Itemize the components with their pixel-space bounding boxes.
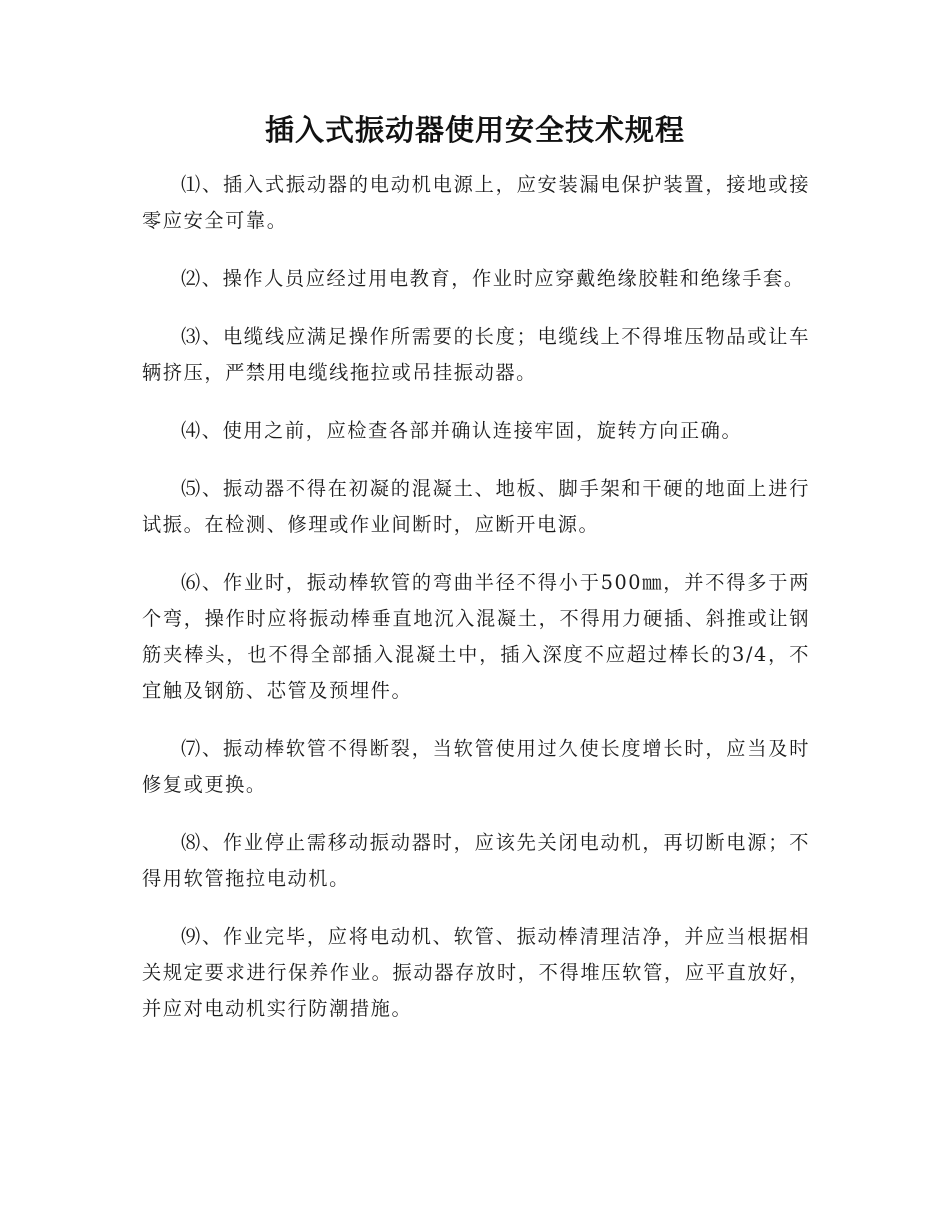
document-title: 插入式振动器使用安全技术规程 — [264, 113, 685, 147]
paragraph-3: ⑶、电缆线应满足操作所需要的长度；电缆线上不得堆压物品或让车辆挤压，严禁用电缆线拖拉或吊挂振动器。 — [142, 325, 810, 384]
paragraph-1: ⑴、插入式振动器的电动机电源上，应安装漏电保护装置，接地或接零应安全可靠。 — [142, 173, 810, 232]
paragraph-7: ⑺、振动棒软管不得断裂，当软管使用过久使长度增长时，应当及时修复或更换。 — [142, 737, 810, 796]
paragraph-6: ⑹、作业时，振动棒软管的弯曲半径不得小于500㎜，并不得多于两个弯，操作时应将振动棒垂直地沉入混凝土，不得用力硬插、斜推或让钢筋夹棒头，也不得全部插入混凝土中，插入深度不应超过棒长的3/4，不宜触及钢筋、芯管及预埋件。 — [142, 571, 810, 702]
paragraph-9: ⑼、作业完毕，应将电动机、软管、振动棒清理洁净，并应当根据相关规定要求进行保养作业。振动器存放时，不得堆压软管，应平直放好，并应对电动机实行防潮措施。 — [142, 925, 810, 1020]
paragraph-5: ⑸、振动器不得在初凝的混凝土、地板、脚手架和干硬的地面上进行试振。在检测、修理或作业间断时，应断开电源。 — [142, 477, 810, 536]
paragraph-2: ⑵、操作人员应经过用电教育，作业时应穿戴绝缘胶鞋和绝缘手套。 — [181, 267, 805, 290]
document-body — [142, 167, 810, 1049]
paragraph-8: ⑻、作业停止需移动振动器时，应该先关闭电动机，再切断电源；不得用软管拖拉电动机。 — [142, 831, 810, 890]
paragraph-4: ⑷、使用之前，应检查各部并确认连接牢固，旋转方向正确。 — [181, 419, 743, 442]
